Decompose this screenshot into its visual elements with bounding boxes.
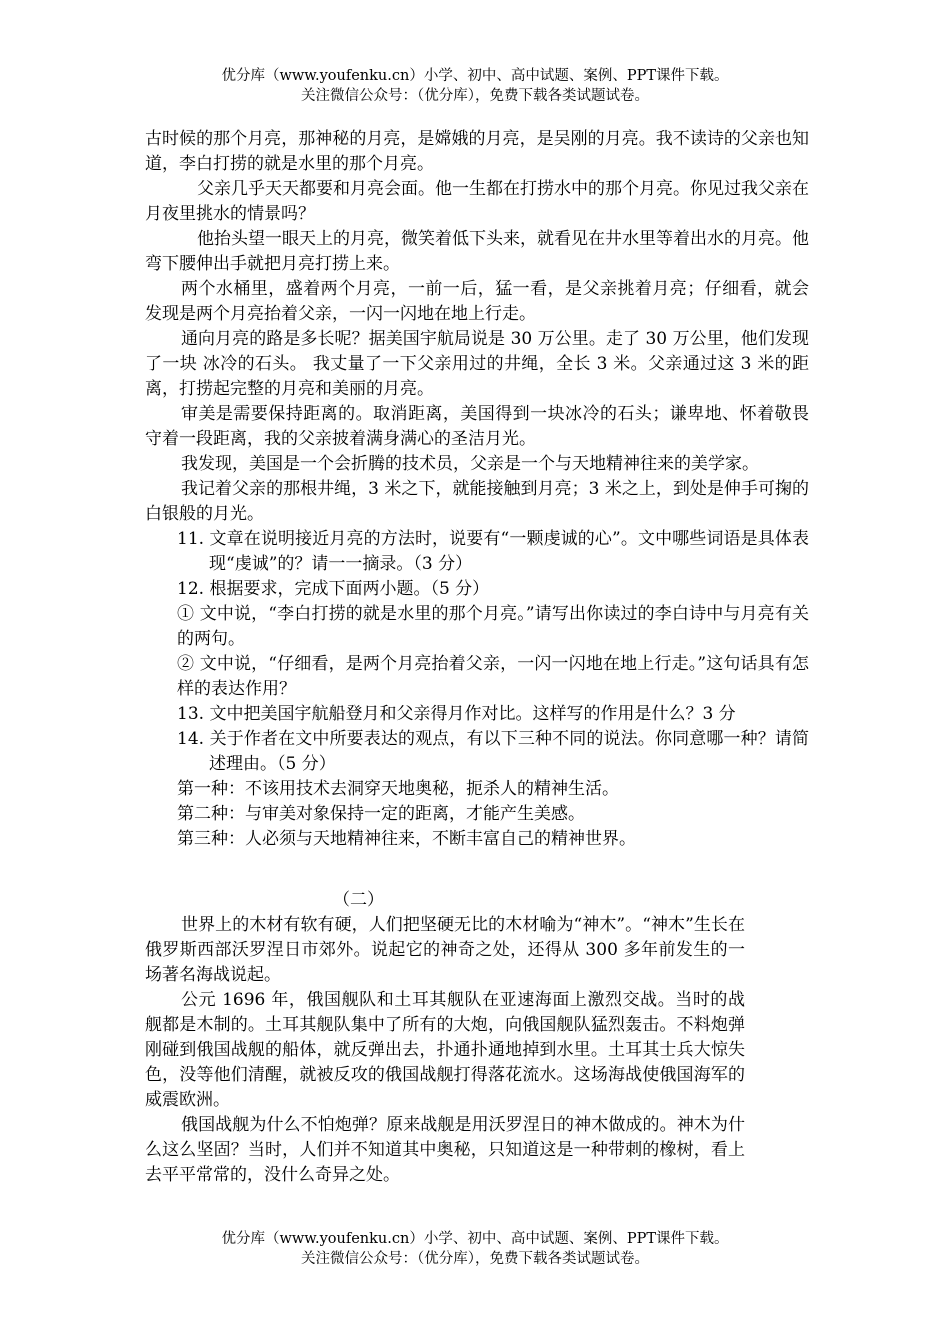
option-2: 第二种：与审美对象保持一定的距离，才能产生美感。	[177, 804, 585, 824]
paragraph: 公元 1696 年，俄国舰队和土耳其舰队在亚速海面上激烈交战。当时的战舰都是木制的。土耳其舰队集中了所有的大炮，向俄国舰队猛烈轰击。不料炮弹刚碰到俄国战舰的船体，就反弹出去，扑通扑通地掉到水里。土耳其士兵大惊失色，没等他们清醒，就被反攻的俄国战舰打得落花流水。这场海战使俄国海军的威震欧洲。	[145, 990, 745, 1110]
question-12: 12. 根据要求，完成下面两小题。（5 分）	[177, 579, 490, 599]
option-1: 第一种：不该用技术去洞穿天地奥秘，扼杀人的精神生活。	[177, 779, 619, 799]
paragraph: 世界上的木材有软有硬，人们把坚硬无比的木材喻为“神木”。“神木”生长在俄罗斯西部沃罗涅日市郊外。说起它的神奇之处，还得从 300 多年前发生的一场著名海战说起。	[145, 915, 745, 985]
question-11: 11. 文章在说明接近月亮的方法时，说要有“一颗虔诚的心”。文中哪些词语是具体表现“虔诚”的？请一一摘录。（3 分）	[177, 529, 809, 574]
question-14: 14. 关于作者在文中所要表达的观点，有以下三种不同的说法。你同意哪一种？请简述理由。（5 分）	[177, 729, 809, 774]
paragraph: 两个水桶里，盛着两个月亮，一前一后，猛一看，是父亲挑着月亮；仔细看，就会发现是两个月亮抬着父亲，一闪一闪地在地上行走。	[145, 279, 809, 324]
header-line-2: 关注微信公众号：（优分库），免费下载各类试题试卷。	[301, 88, 649, 104]
paragraph: 我发现，美国是一个会折腾的技术员，父亲是一个与天地精神往来的美学家。	[181, 454, 759, 474]
section-two	[145, 913, 745, 1188]
paragraph: 审美是需要保持距离的。取消距离，美国得到一块冰冷的石头；谦卑地、怀着敬畏守着一段距离，我的父亲披着满身满心的圣洁月光。	[145, 404, 809, 449]
paragraph: 他抬头望一眼天上的月亮，微笑着低下头来，就看见在井水里等着出水的月亮。他弯下腰伸出手就把月亮打捞上来。	[145, 229, 809, 274]
question-12-part-1: ① 文中说，“李白打捞的就是水里的那个月亮。”请写出你读过的李白诗中与月亮有关的两句。	[177, 604, 809, 649]
option-3: 第三种：人必须与天地精神往来，不断丰富自己的精神世界。	[177, 829, 636, 849]
section-heading: （二）	[333, 890, 384, 910]
header-line-1: 优分库（www.youfenku.cn）小学、初中、高中试题、案例、PPT课件下载。	[221, 68, 729, 84]
paragraph: 父亲几乎天天都要和月亮会面。他一生都在打捞水中的那个月亮。你见过我父亲在月夜里挑水的情景吗？	[145, 179, 809, 224]
paragraph: 通向月亮的路是多长呢？据美国宇航局说是 30 万公里。走了 30 万公里，他们发现了一块 冰冷的石头。 我丈量了一下父亲用过的井绳，全长 3 米。父亲通过这 3 米的距离，打捞起完整的月亮和美丽的月亮。	[145, 329, 809, 399]
paragraph: 我记着父亲的那根井绳，3 米之下，就能接触到月亮；3 米之上，到处是伸手可掬的白银般的月光。	[145, 479, 809, 524]
page-header	[0, 66, 950, 106]
paragraph: 俄国战舰为什么不怕炮弹？原来战舰是用沃罗涅日的神木做成的。神木为什么这么坚固？当时，人们并不知道其中奥秘，只知道这是一种带刺的橡树，看上去平平常常的，没什么奇异之处。	[145, 1115, 745, 1185]
footer-line-2: 关注微信公众号：（优分库），免费下载各类试题试卷。	[301, 1251, 649, 1267]
footer-line-1: 优分库（www.youfenku.cn）小学、初中、高中试题、案例、PPT课件下载。	[221, 1231, 729, 1247]
page-footer	[0, 1229, 950, 1269]
main-content	[145, 127, 809, 1188]
paragraph: 古时候的那个月亮，那神秘的月亮，是嫦娥的月亮，是吴刚的月亮。我不读诗的父亲也知道，李白打捞的就是水里的那个月亮。	[145, 129, 809, 174]
question-13: 13. 文中把美国宇航船登月和父亲得月作对比。这样写的作用是什么？3 分	[177, 704, 736, 724]
question-12-part-2: ② 文中说，“仔细看，是两个月亮抬着父亲，一闪一闪地在地上行走。”这句话具有怎样的表达作用？	[177, 654, 809, 699]
